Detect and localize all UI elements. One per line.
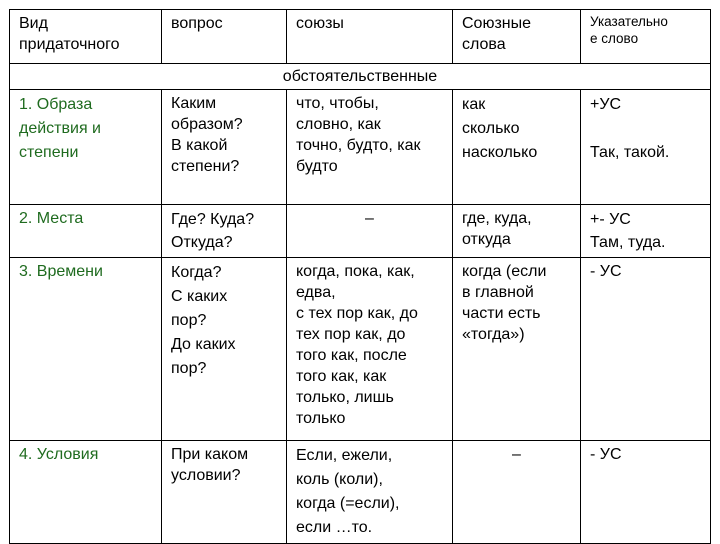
- clause-type-cell: 1. Образа действия и степени: [10, 90, 162, 205]
- demonstrative-cell: - УС: [581, 258, 711, 441]
- conjunctions-cell: что, чтобы, словно, как точно, будто, как будто: [287, 90, 453, 205]
- conjunctions-cell: –: [287, 205, 453, 258]
- section-row: [10, 64, 711, 90]
- clause-type-cell: 2. Места: [10, 205, 162, 258]
- header-question: вопрос: [162, 10, 287, 64]
- table-row: [10, 205, 711, 258]
- question-cell: Когда? С каких пор? До каких пор?: [162, 258, 287, 441]
- header-row: [10, 10, 711, 64]
- question-cell: При каком условии?: [162, 441, 287, 544]
- header-demonstrative-word: Указательно е слово: [581, 10, 711, 64]
- question-cell: Каким образом? В какой степени?: [162, 90, 287, 205]
- header-conjunctive-words: Союзные слова: [453, 10, 581, 64]
- conjunctive-words-cell: как сколько насколько: [453, 90, 581, 205]
- demonstrative-cell: +- УС Там, туда.: [581, 205, 711, 258]
- conjunctions-cell: когда, пока, как, едва, с тех пор как, до тех пор как, до того как, после того как, как только, лишь только: [287, 258, 453, 441]
- table-row: [10, 90, 711, 205]
- demonstrative-cell: - УС: [581, 441, 711, 544]
- demonstrative-cell: +УС Так, такой.: [581, 90, 711, 205]
- table-row: [10, 258, 711, 441]
- clause-type-cell: 4. Условия: [10, 441, 162, 544]
- section-title: обстоятельственные: [10, 64, 711, 90]
- header-conjunctions: союзы: [287, 10, 453, 64]
- question-cell: Где? Куда? Откуда?: [162, 205, 287, 258]
- table-row: [10, 441, 711, 544]
- subordinate-clauses-table: [9, 9, 711, 544]
- clause-type-cell: 3. Времени: [10, 258, 162, 441]
- conjunctive-words-cell: когда (если в главной части есть «тогда»): [453, 258, 581, 441]
- conjunctive-words-cell: где, куда, откуда: [453, 205, 581, 258]
- conjunctions-cell: Если, ежели, коль (коли), когда (=если), если …то.: [287, 441, 453, 544]
- conjunctive-words-cell: –: [453, 441, 581, 544]
- header-clause-type: Вид придаточного: [10, 10, 162, 64]
